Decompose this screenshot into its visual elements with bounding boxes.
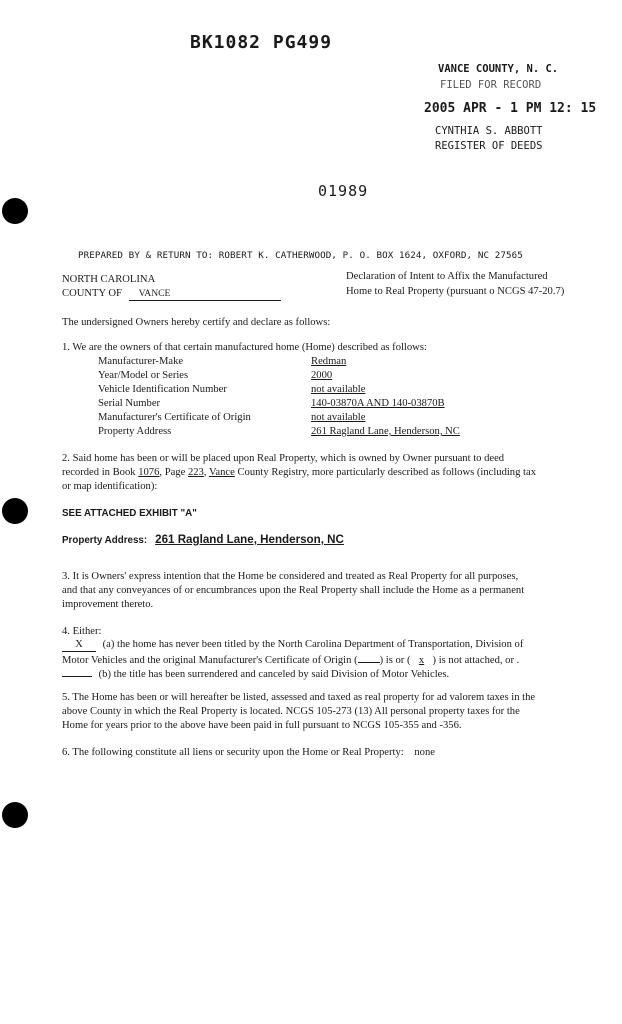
option-b-line: (b) the title has been surrendered and canceled by said Division of Motor Vehicles. bbox=[62, 666, 449, 681]
punch-hole-bottom bbox=[2, 802, 28, 828]
stamp-county: VANCE COUNTY, N. C. bbox=[438, 63, 559, 75]
row-label-property-address: Property Address bbox=[98, 426, 172, 437]
row-label-certificate: Manufacturer's Certificate of Origin bbox=[98, 412, 251, 423]
stamp-register-name: CYNTHIA S. ABBOTT bbox=[435, 125, 543, 137]
stamp-datetime: 2005 APR - 1 PM 12: 15 bbox=[424, 101, 597, 116]
county-value: VANCE bbox=[129, 287, 281, 301]
exhibit-reference: SEE ATTACHED EXHIBIT "A" bbox=[62, 508, 197, 519]
section-6-text: 6. The following constitute all liens or security upon the Home or Real Property: bbox=[62, 747, 404, 758]
section-5-line2: above County in which the Real Property is located. NCGS 105-273 (13) All personal property taxes for the bbox=[62, 706, 520, 717]
intro-statement: The undersigned Owners hereby certify and declare as follows: bbox=[62, 317, 331, 328]
option-b-checkbox bbox=[62, 666, 92, 677]
row-label-serial: Serial Number bbox=[98, 398, 161, 409]
document-number: 01989 bbox=[318, 182, 369, 200]
section-5-line3: Home for years prior to the above have been paid in full pursuant to NCGS 105-355 and -356. bbox=[62, 720, 462, 731]
property-address-value: 261 Ragland Lane, Henderson, NC bbox=[155, 533, 344, 546]
row-value-property-address: 261 Ragland Lane, Henderson, NC bbox=[311, 426, 460, 437]
property-address-label: Property Address: bbox=[62, 535, 148, 546]
section-6-line bbox=[62, 746, 435, 759]
section-5-line1: 5. The Home has been or will hereafter be listed, assessed and taxed as real property for ad valorem taxes in the bbox=[62, 692, 536, 703]
row-value-serial: 140-03870A AND 140-03870B bbox=[311, 398, 445, 409]
document-title-line1: Declaration of Intent to Affix the Manufactured bbox=[346, 271, 548, 282]
deed-county: Vance bbox=[208, 467, 235, 478]
certificate-not-attached-mark: x bbox=[418, 655, 425, 666]
row-label-manufacturer: Manufacturer-Make bbox=[98, 356, 184, 367]
deed-book: 1076 bbox=[138, 467, 160, 478]
certificate-attached-blank bbox=[358, 652, 380, 663]
stamp-filed: FILED FOR RECORD bbox=[440, 79, 542, 91]
county-label: COUNTY OF bbox=[62, 288, 122, 299]
row-value-manufacturer: Redman bbox=[311, 356, 347, 367]
section-2-line3: or map identification): bbox=[62, 481, 158, 492]
section-3-line2: and that any conveyances of or encumbrances upon the Real Property shall include the Home as a permanent bbox=[62, 585, 525, 596]
document-title-line2: Home to Real Property (pursuant o NCGS 47-20.7) bbox=[346, 286, 565, 297]
section-3-line1: 3. It is Owners' express intention that the Home be considered and treated as Real Property for all purposes, bbox=[62, 571, 519, 582]
row-label-vin: Vehicle Identification Number bbox=[98, 384, 227, 395]
section-2-line1: 2. Said home has been or will be placed upon Real Property, which is owned by Owner pursuant to deed bbox=[62, 453, 505, 464]
section-2-line2: recorded in Book 1076, Page 223, Vance County Registry, more particularly described as follows (including tax bbox=[62, 467, 536, 478]
row-value-vin: not available bbox=[311, 384, 366, 395]
section-1-text: 1. We are the owners of that certain manufactured home (Home) described as follows: bbox=[62, 342, 427, 353]
option-a-line1: X (a) the home has never been titled by the North Carolina Department of Transportation, Division of bbox=[62, 638, 523, 652]
option-a-line2: Motor Vehicles and the original Manufacturer's Certificate of Origin ( ) is or ( x ) is not attached, or . bbox=[62, 652, 519, 667]
section-4-heading: 4. Either: bbox=[62, 626, 102, 637]
punch-hole-top bbox=[2, 198, 28, 224]
deed-page: 223 bbox=[187, 467, 204, 478]
county-line bbox=[62, 287, 281, 301]
property-address-line bbox=[62, 530, 344, 548]
liens-value: none bbox=[414, 747, 435, 758]
row-label-year-model: Year/Model or Series bbox=[98, 370, 189, 381]
book-page-number: BK1082 PG499 bbox=[190, 32, 333, 53]
state-label: NORTH CAROLINA bbox=[62, 274, 156, 285]
prepared-by-line: PREPARED BY & RETURN TO: ROBERT K. CATHERWOOD, P. O. BOX 1624, OXFORD, NC 27565 bbox=[78, 250, 523, 261]
option-a-checkbox: X bbox=[62, 638, 96, 652]
row-value-certificate: not available bbox=[311, 412, 366, 423]
row-value-year-model: 2000 bbox=[311, 370, 333, 381]
section-3-line3: improvement thereto. bbox=[62, 599, 154, 610]
punch-hole-middle bbox=[2, 498, 28, 524]
stamp-register-title: REGISTER OF DEEDS bbox=[435, 140, 543, 152]
